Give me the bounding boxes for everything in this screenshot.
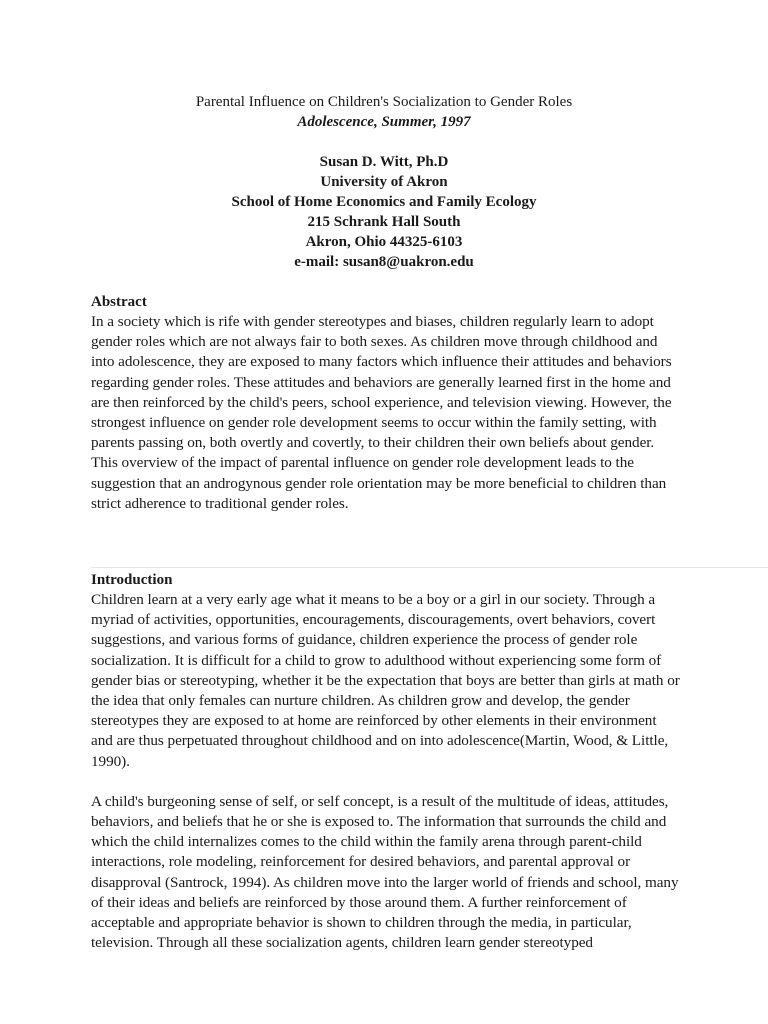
author-block (0, 152, 768, 272)
author-university: University of Akron (320, 174, 448, 190)
abstract-paragraph: In a society which is rife with gender stereotypes and biases, children regularly learn to adopt gender roles which are not always fair to both sexes. As children move through childhood and into adolescence, they are exposed to many factors which influence their attitudes and behaviors regarding gender roles. These attitudes and behaviors are generally learned first in the home and are then reinforced by the child's peers, school experience, and television viewing. However, the strongest influence on gender role development seems to occur within the family setting, with parents passing on, both overtly and covertly, to their children their own beliefs about gender. This overview of the impact of parental influence on gender role development leads to the suggestion that an androgynous gender role orientation may be more beneficial to children than strict adherence to traditional gender roles. (91, 313, 672, 512)
introduction-section (91, 570, 681, 953)
introduction-paragraph-2: A child's burgeoning sense of self, or self concept, is a result of the multitude of ideas, attitudes, behaviors, and beliefs that he or she is exposed to. The information that surrounds the child and which the child internalizes comes to the child within the family arena through parent-child interactions, role modeling, reinforcement for desired behaviors, and parental approval or disapproval (Santrock, 1994). As children move into the larger world of friends and school, many of their ideas and beliefs are reinforced by those around them. A further reinforcement of acceptable and appropriate behavior is shown to children through the media, in particular, television. Through all these socialization agents, children learn gender stereotyped (91, 792, 679, 952)
abstract-section (91, 292, 681, 514)
author-name: Susan D. Witt, Ph.D (319, 154, 449, 170)
article-title: Parental Influence on Children's Socialization to Gender Roles (195, 94, 573, 110)
author-email: e-mail: susan8@uakron.edu (294, 254, 474, 270)
document-header (0, 92, 768, 272)
author-city: Akron, Ohio 44325-6103 (305, 234, 463, 250)
author-school: School of Home Economics and Family Ecology (231, 194, 537, 210)
introduction-heading: Introduction (91, 572, 173, 588)
abstract-heading: Abstract (91, 294, 147, 310)
section-divider (91, 567, 768, 568)
journal-citation: Adolescence, Summer, 1997 (297, 114, 471, 130)
introduction-paragraph-1: Children learn at a very early age what it means to be a boy or a girl in our society. Through a myriad of activities, opportunities, encouragements, discouragements, overt behaviors, covert suggestions, and various forms of guidance, children experience the process of gender role socialization. It is difficult for a child to grow to adulthood without experiencing some form of gender bias or stereotyping, whether it be the expectation that boys are better than girls at math or the idea that only females can nurture children. As children grow and develop, the gender stereotypes they are exposed to at home are reinforced by other elements in their environment and are thus perpetuated throughout childhood and on into adolescence(Martin, Wood, & Little, 1990). (91, 591, 680, 770)
author-address: 215 Schrank Hall South (307, 214, 461, 230)
